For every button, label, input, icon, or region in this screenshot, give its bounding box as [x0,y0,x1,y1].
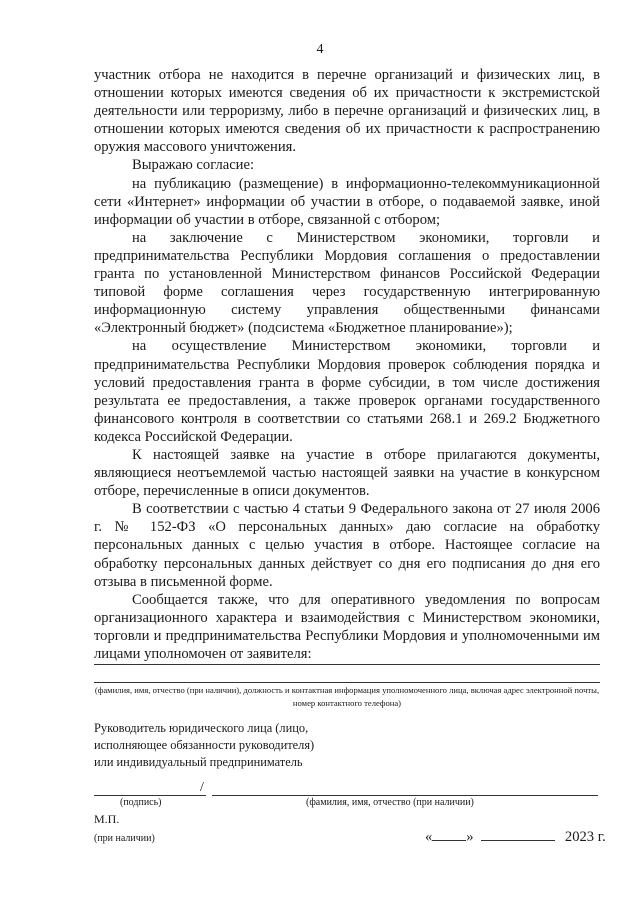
contact-fill-line-2 [94,682,600,683]
document-body [94,66,600,663]
paragraph: участник отбора не находится в перечне организаций и физических лиц, в отношении которых имеются сведения об их причастности к экстремистской деятельности или терроризму, либо в перечне организаций и физических лиц, в отношении которых имеются сведения об их причастности к распространению оружия массового уничтожения. [94,67,600,156]
signature-slash: / [200,780,204,795]
paragraph: В соответствии с частью 4 статьи 9 Федерального закона от 27 июля 2006 г. № 152-ФЗ «О персональных данных» даю согласие на обработку персональных данных с целью участия в отборе. Настоящее согласие на обработку персональных данных действует со дня его подписания до дня его отзыва в письменной форме. [94,501,600,590]
stamp-note: (при наличии) [94,833,155,844]
date-day-blank [432,826,466,841]
paragraph: Сообщается также, что для оперативного уведомления по вопросам организационного характера и взаимодействия с Министерством экономики, торговли и предпринимательства Республики Мордовия и уполномоченными им лицами уполномочен от заявителя: [94,591,600,662]
page-number: 4 [316,42,324,57]
name-line [212,795,598,796]
paragraph: на публикацию (размещение) в информационно-телекоммуникационной сети «Интернет» информации об участии в отборе, о подаваемой заявке, иной информации об участии в отборе, связанной с отбором; [94,175,600,228]
signature-line [94,795,206,796]
stamp-label: М.П. [94,812,120,826]
paragraph: Выражаю согласие: [132,157,255,174]
paragraph: на осуществление Министерством экономики, торговли и предпринимательства Республики Мордовия проверок соблюдения порядка и условий предоставления гранта в форме субсидии, в том числе достижения результата ее предоставления, а также проверок органами государственного финансового контроля в соответствии со статьями 268.1 и 269.2 Бюджетного кодекса Российской Федерации. [94,338,600,445]
date-close-quote: » [466,829,474,845]
date-field [425,826,606,846]
date-year: 2023 г. [564,829,606,845]
signature-caption: (подпись) [120,797,162,808]
signer-label: Руководитель юридического лица (лицо, исполняющее обязанности руководителя) или индивидуальный предприниматель [94,721,315,769]
name-caption: (фамилия, имя, отчество (при наличии) [306,797,474,808]
contact-fill-line [94,664,600,665]
date-month-blank [481,826,555,841]
contact-caption: (фамилия, имя, отчество (при наличии), должность и контактная информация уполномоченного лица, включая адрес электронной почты, номер контактного телефона) [94,685,600,708]
paragraph: К настоящей заявке на участие в отборе прилагаются документы, являющиеся неотъемлемой частью настоящей заявки на участие в конкурсном отборе, перечисленные в описи документов. [94,446,600,500]
paragraph: на заключение с Министерством экономики, торговли и предпринимательства Республики Мордовия соглашения о предоставлении гранта по установленной Министерством финансов Российской Федерации типовой форме соглашения через государственную интегрированную информационную систему управления общественными финансами «Электронный бюджет» (подсистема «Бюджетное планирование»); [94,229,600,337]
date-open-quote: « [425,829,433,845]
